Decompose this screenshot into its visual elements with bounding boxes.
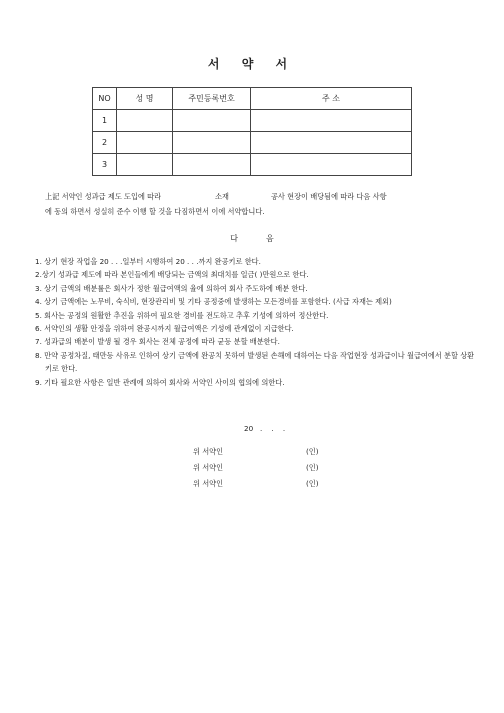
term-item: 5. 회사는 공정의 원활한 추진을 위하여 필요한 경비를 전도하고 추후 기성에 의하여 정산한다. [35,310,329,320]
intro-part-3: 공사 현장이 배당됨에 따라 다음 사항 [270,192,387,201]
header-address: 주 소 [251,88,412,110]
signatory-table [92,87,412,176]
name-cell[interactable] [117,132,173,154]
header-no: NO [93,88,117,110]
term-item: 7. 성과급의 배분이 발생 될 경우 회사는 전체 공정에 따라 균등 분할 배분한다. [35,337,280,347]
signer-role: 위 서약인 [193,463,224,472]
term-item: 8. 만약 공정차질, 태만등 사유로 인하여 상기 금액에 완공치 못하여 발생된 손해에 대하여는 다음 작업현장 성과급이나 월급여에서 분할 상환키로 한다. [35,350,475,374]
address-cell[interactable] [251,110,412,132]
seal-mark: (인) [306,479,319,488]
signer-line [193,476,333,492]
table-row [93,132,412,154]
header-name: 성 명 [117,88,173,110]
document-title: 서 약 서 [207,57,297,71]
row-number: 2 [93,132,117,154]
signer-line [193,460,333,476]
term-item: 2.상기 성과급 제도에 따라 본인들에게 배당되는 금액의 최대치를 일금( )만원으로 한다. [35,270,309,280]
table-row [93,154,412,176]
intro-part-2: 소재 [215,192,229,201]
term-item: 6. 서약인의 생활 안정을 위하여 완공시까지 월급여액은 기성에 관계없이 지급한다. [35,324,294,334]
heading-right: 음 [266,234,274,243]
address-cell[interactable] [251,154,412,176]
id-number-cell[interactable] [173,154,251,176]
term-item: 3. 상기 금액의 배분률은 회사가 정한 월급여액의 율에 의하여 회사 주도하에 배분 한다. [35,283,308,293]
terms-list [35,255,475,389]
id-number-cell[interactable] [173,110,251,132]
table-row [93,110,412,132]
seal-mark: (인) [306,463,319,472]
address-cell[interactable] [251,132,412,154]
table-header-row [93,88,412,110]
name-cell[interactable] [117,110,173,132]
signing-date: 20 . . . [244,424,286,433]
term-item: 4. 상기 금액에는 노무비, 숙식비, 현장관리비 및 기타 공정중에 발생하는 모든경비를 포함한다. (사급 자재는 제외) [35,297,392,307]
signer-list [193,444,333,492]
signer-role: 위 서약인 [193,447,224,456]
intro-part-4: 에 동의 하면서 성실히 준수 이행 할 것을 다짐하면서 이에 서약합니다. [45,207,265,216]
term-item: 1. 상기 현장 작업을 20 . . .일부터 시행하여 20 . . .까지 완공키로 한다. [35,257,261,266]
intro-part-1: 上記 서약인 성과급 제도 도입에 따라 [45,192,162,201]
row-number: 1 [93,110,117,132]
heading-left: 다 [230,234,238,243]
seal-mark: (인) [306,447,319,456]
signer-line [193,444,333,460]
name-cell[interactable] [117,154,173,176]
intro-paragraph [45,189,465,219]
row-number: 3 [93,154,117,176]
section-heading [0,233,504,244]
signer-role: 위 서약인 [193,479,224,488]
header-id-number: 주민등록번호 [173,88,251,110]
id-number-cell[interactable] [173,132,251,154]
term-item: 9. 기타 필요한 사항은 일반 관례에 의하여 회사와 서약인 사이의 협의에 의한다. [35,377,285,387]
